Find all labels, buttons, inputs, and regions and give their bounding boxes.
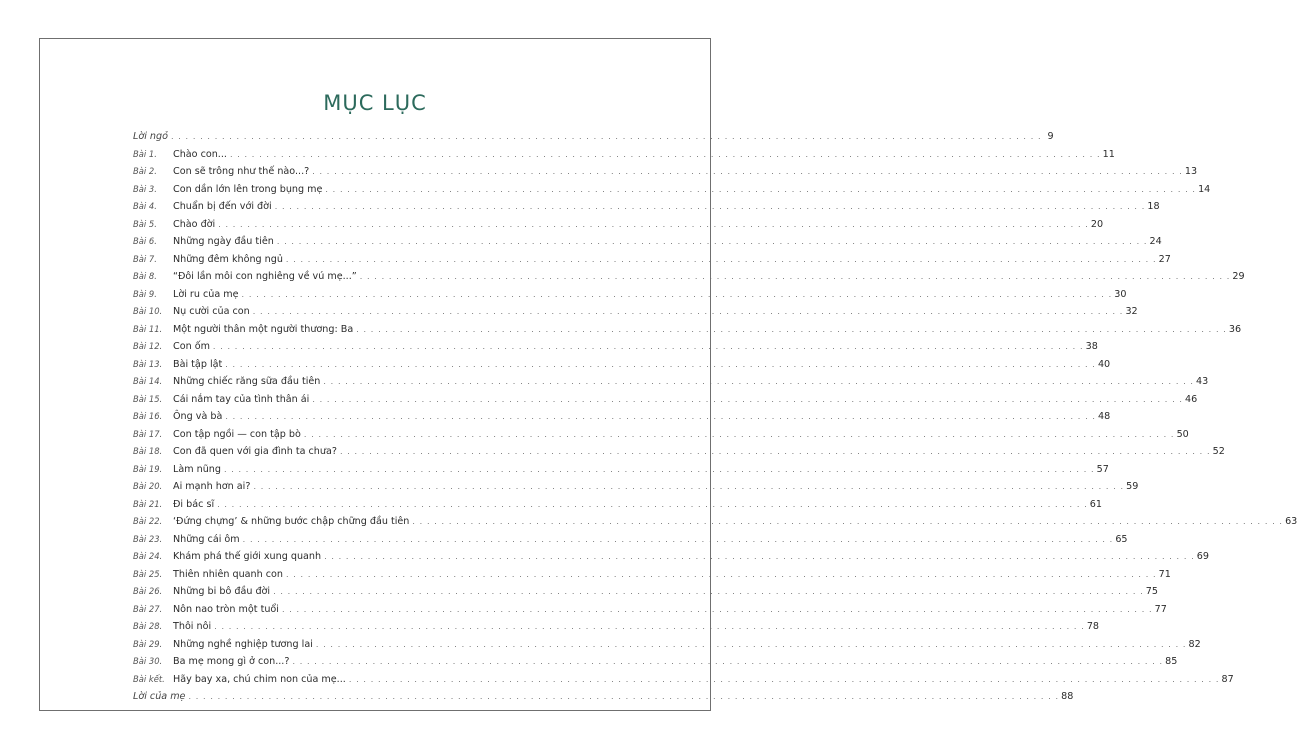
- dot-leader: . . . . . . . . . . . . . . . . . . . . . . . . . . . . . . . . . . . . . . . . . . . . . . . . . . . . . . . . . . . . . . . . . . . . . . . . . . . . . . . . . . . . . . . . . . . . . . . . . . . . . . . . . . . . . . . . . . . . . . . .: [214, 622, 1085, 631]
- page-number: 82: [1188, 638, 1201, 650]
- entry-title: Đi bác sĩ: [173, 498, 215, 510]
- dot-leader: . . . . . . . . . . . . . . . . . . . . . . . . . . . . . . . . . . . . . . . . . . . . . . . . . . . . . . . . . . . . . . . . . . . . . . . . . . . . . . . . . . . . . . . . . . . . . . . . . . . . . . . . . . . . . . . . . . . . . . . .: [188, 692, 1060, 701]
- page-number: 78: [1086, 621, 1100, 632]
- dot-leader: . . . . . . . . . . . . . . . . . . . . . . . . . . . . . . . . . . . . . . . . . . . . . . . . . . . . . . . . . . . . . . . . . . . . . . . . . . . . . . . . . . . . . . . . . . . . . . . . . . . . . . . . . . . . . . . . . . . . . . . .: [315, 639, 1187, 649]
- lesson-number: Bài 20.: [133, 481, 163, 491]
- dot-leader: . . . . . . . . . . . . . . . . . . . . . . . . . . . . . . . . . . . . . . . . . . . . . . . . . . . . . . . . . . . . . . . . . . . . . . . . . . . . . . . . . . . . . . . . . . . . . . . . . . . . . . . . . . . . . . . . . . . . . . . .: [218, 219, 1089, 229]
- toc-entry: [133, 251, 1171, 269]
- toc-entry: [133, 496, 1102, 514]
- dot-leader: . . . . . . . . . . . . . . . . . . . . . . . . . . . . . . . . . . . . . . . . . . . . . . . . . . . . . . . . . . . . . . . . . . . . . . . . . . . . . . . . . . . . . . . . . . . . . . . . . . . . . . . . . . . . . . . . . . . . . . . .: [303, 429, 1175, 439]
- lesson-number: Bài 9.: [133, 288, 157, 299]
- lesson-number: Bài 4.: [133, 201, 157, 211]
- entry-title: Những đêm không ngủ: [173, 253, 283, 265]
- lesson-number: Bài 17.: [133, 428, 163, 439]
- toc-entry: [133, 321, 1242, 339]
- entry-title: Ai mạnh hơn ai?: [173, 481, 251, 492]
- dot-leader: . . . . . . . . . . . . . . . . . . . . . . . . . . . . . . . . . . . . . . . . . . . . . . . . . . . . . . . . . . . . . . . . . . . . . . . . . . . . . . . . . . . . . . . . . . . . . . . . . . . . . . . . . . . . . . . . . . . . . . . .: [348, 674, 1220, 684]
- dot-leader: . . . . . . . . . . . . . . . . . . . . . . . . . . . . . . . . . . . . . . . . . . . . . . . . . . . . . . . . . . . . . . . . . . . . . . . . . . . . . . . . . . . . . . . . . . . . . . . . . . . . . . . . . . . . . . . . . . . . . . . .: [356, 324, 1227, 334]
- entry-title: Con ốm: [173, 341, 210, 352]
- toc-entry: [133, 478, 1139, 496]
- dot-leader: . . . . . . . . . . . . . . . . . . . . . . . . . . . . . . . . . . . . . . . . . . . . . . . . . . . . . . . . . . . . . . . . . . . . . . . . . . . . . . . . . . . . . . . . . . . . . . . . . . . . . . . . . . . . . . . . . . . . . . . .: [212, 342, 1084, 351]
- page-number: 48: [1098, 411, 1111, 422]
- toc-entry: [133, 461, 1109, 479]
- page-number: 65: [1115, 533, 1128, 545]
- lesson-number: Bài 30.: [133, 656, 163, 666]
- entry-title: Hãy bay xa, chú chim non của mẹ...: [173, 673, 346, 685]
- dot-leader: . . . . . . . . . . . . . . . . . . . . . . . . . . . . . . . . . . . . . . . . . . . . . . . . . . . . . . . . . . . . . . . . . . . . . . . . . . . . . . . . . . . . . . . . . . . . . . . . . . . . . . . . . . . . . . . . . . . . . . . .: [242, 534, 1114, 544]
- dot-leader: . . . . . . . . . . . . . . . . . . . . . . . . . . . . . . . . . . . . . . . . . . . . . . . . . . . . . . . . . . . . . . . . . . . . . . . . . . . . . . . . . . . . . . . . . . . . . . . . . . . . . . . . . . . . . . . . . . . . . . . .: [281, 604, 1153, 614]
- toc-entry: [133, 181, 1211, 199]
- entry-title: Con tập ngồi — con tập bò: [173, 428, 301, 440]
- page-number: 61: [1089, 498, 1102, 510]
- lesson-number: Bài 18.: [133, 446, 163, 456]
- entry-title: Bài tập lật: [173, 358, 223, 370]
- entry-title: Nụ cười của con: [173, 306, 250, 317]
- lesson-number: Bài 2.: [133, 166, 157, 176]
- toc-entry: [133, 163, 1198, 181]
- dot-leader: . . . . . . . . . . . . . . . . . . . . . . . . . . . . . . . . . . . . . . . . . . . . . . . . . . . . . . . . . . . . . . . . . . . . . . . . . . . . . . . . . . . . . . . . . . . . . . . . . . . . . . . . . . . . . . . . . . . . . . . .: [325, 184, 1197, 194]
- toc-entry: [133, 391, 1198, 409]
- toc-title: MỤC LỤC: [323, 91, 427, 115]
- entry-title: Lời ngỏ: [133, 131, 168, 142]
- lesson-number: Bài 26.: [133, 586, 163, 596]
- table-of-contents: [133, 128, 1297, 706]
- page-number: 38: [1085, 341, 1098, 352]
- entry-title: Nôn nao tròn một tuổi: [173, 603, 279, 615]
- dot-leader: . . . . . . . . . . . . . . . . . . . . . . . . . . . . . . . . . . . . . . . . . . . . . . . . . . . . . . . . . . . . . . . . . . . . . . . . . . . . . . . . . . . . . . . . . . . . . . . . . . . . . . . . . . . . . . . . . . . . . . . .: [292, 657, 1164, 666]
- entry-title: Những nghề nghiệp tương lai: [173, 638, 313, 650]
- page-number: 69: [1196, 551, 1209, 562]
- toc-entry: [133, 566, 1171, 584]
- lesson-number: Bài 5.: [133, 218, 157, 229]
- lesson-number: Bài 19.: [133, 463, 163, 474]
- entry-title: Chuẩn bị đến với đời: [173, 201, 272, 212]
- entry-title: Khám phá thế giới xung quanh: [173, 551, 322, 562]
- page-number: 85: [1165, 656, 1178, 667]
- dot-leader: . . . . . . . . . . . . . . . . . . . . . . . . . . . . . . . . . . . . . . . . . . . . . . . . . . . . . . . . . . . . . . . . . . . . . . . . . . . . . . . . . . . . . . . . . . . . . . . . . . . . . . . . . . . . . . . . . . . . . . . .: [412, 517, 1284, 526]
- toc-entry: [133, 618, 1100, 636]
- toc-entry: [133, 338, 1098, 356]
- page-number: 29: [1232, 271, 1245, 282]
- page-number: 20: [1090, 218, 1104, 230]
- toc-entry: [133, 268, 1245, 286]
- dot-leader: . . . . . . . . . . . . . . . . . . . . . . . . . . . . . . . . . . . . . . . . . . . . . . . . . . . . . . . . . . . . . . . . . . . . . . . . . . . . . . . . . . . . . . . . . . . . . . . . . . . . . . . . . . . . . . . . . . . . . . . .: [273, 587, 1144, 596]
- toc-entry: [133, 198, 1160, 216]
- entry-title: Ba mẹ mong gì ở con...?: [173, 656, 290, 667]
- page-number: 63: [1285, 516, 1297, 527]
- page-number: 18: [1147, 201, 1160, 212]
- lesson-number: Bài 8.: [133, 271, 157, 281]
- dot-leader: . . . . . . . . . . . . . . . . . . . . . . . . . . . . . . . . . . . . . . . . . . . . . . . . . . . . . . . . . . . . . . . . . . . . . . . . . . . . . . . . . . . . . . . . . . . . . . . . . . . . . . . . . . . . . . . . . . . . . . . .: [225, 359, 1096, 369]
- toc-entry: [133, 548, 1209, 566]
- entry-title: Làm nũng: [173, 463, 221, 475]
- toc-entry: [133, 128, 1054, 146]
- toc-entry: [133, 671, 1234, 689]
- lesson-number: Bài 24.: [133, 551, 163, 561]
- page-number: 11: [1102, 148, 1115, 160]
- lesson-number: Bài 21.: [133, 498, 163, 509]
- dot-leader: . . . . . . . . . . . . . . . . . . . . . . . . . . . . . . . . . . . . . . . . . . . . . . . . . . . . . . . . . . . . . . . . . . . . . . . . . . . . . . . . . . . . . . . . . . . . . . . . . . . . . . . . . . . . . . . . . . . . . . . .: [252, 307, 1124, 316]
- page-number: 77: [1154, 603, 1167, 615]
- toc-entry: [133, 408, 1111, 426]
- dot-leader: . . . . . . . . . . . . . . . . . . . . . . . . . . . . . . . . . . . . . . . . . . . . . . . . . . . . . . . . . . . . . . . . . . . . . . . . . . . . . . . . . . . . . . . . . . . . . . . . . . . . . . . . . . . . . . . . . . . . . . . .: [285, 569, 1157, 579]
- page-number: 9: [1047, 131, 1054, 142]
- entry-title: Một người thân một người thương: Ba: [173, 323, 354, 335]
- toc-entry: [133, 216, 1104, 234]
- entry-title: Chào con...: [173, 148, 227, 160]
- dot-leader: . . . . . . . . . . . . . . . . . . . . . . . . . . . . . . . . . . . . . . . . . . . . . . . . . . . . . . . . . . . . . . . . . . . . . . . . . . . . . . . . . . . . . . . . . . . . . . . . . . . . . . . . . . . . . . . . . . . . . . . .: [323, 377, 1195, 386]
- page-number: 88: [1061, 691, 1074, 702]
- page-number: 75: [1145, 586, 1158, 597]
- lesson-number: Bài 11.: [133, 323, 163, 334]
- dot-leader: . . . . . . . . . . . . . . . . . . . . . . . . . . . . . . . . . . . . . . . . . . . . . . . . . . . . . . . . . . . . . . . . . . . . . . . . . . . . . . . . . . . . . . . . . . . . . . . . . . . . . . . . . . . . . . . . . . . . . . . .: [312, 394, 1184, 404]
- page-number: 14: [1198, 183, 1211, 195]
- lesson-number: Bài 1.: [133, 148, 157, 159]
- dot-leader: . . . . . . . . . . . . . . . . . . . . . . . . . . . . . . . . . . . . . . . . . . . . . . . . . . . . . . . . . . . . . . . . . . . . . . . . . . . . . . . . . . . . . . . . . . . . . . . . . . . . . . . . . . . . . . . . . . . . . . . .: [217, 499, 1088, 509]
- toc-entry: [133, 373, 1209, 391]
- toc-entry: [133, 601, 1167, 619]
- page-number: 30: [1114, 288, 1127, 300]
- entry-title: Con sẽ trông như thế nào...?: [173, 166, 310, 177]
- entry-title: Chào đời: [173, 218, 216, 230]
- page-number: 43: [1196, 376, 1209, 387]
- entry-title: Lời của mẹ: [133, 691, 186, 702]
- entry-title: Ông và bà: [173, 411, 223, 422]
- page-number: 40: [1097, 358, 1111, 370]
- toc-entry: [133, 688, 1074, 706]
- entry-title: Những bi bô đầu đời: [173, 586, 271, 597]
- page-number: 57: [1096, 463, 1109, 475]
- page-number: 13: [1184, 166, 1198, 177]
- lesson-number: Bài 25.: [133, 568, 163, 579]
- toc-entry: [133, 653, 1178, 671]
- page-number: 87: [1221, 673, 1234, 685]
- page-number: 46: [1185, 393, 1198, 405]
- entry-title: “Đôi lần môi con nghiêng về vú mẹ...”: [173, 271, 357, 282]
- lesson-number: Bài 3.: [133, 183, 157, 194]
- entry-title: ‘Đứng chựng’ & những bước chập chững đầu tiên: [173, 516, 410, 527]
- lesson-number: Bài kết.: [133, 673, 165, 684]
- toc-entry: [133, 356, 1111, 374]
- toc-entry: [133, 426, 1189, 444]
- lesson-number: Bài 14.: [133, 376, 163, 386]
- dot-leader: . . . . . . . . . . . . . . . . . . . . . . . . . . . . . . . . . . . . . . . . . . . . . . . . . . . . . . . . . . . . . . . . . . . . . . . . . . . . . . . . . . . . . . . . . . . . . . . . . . . . . . . . . . . . . . . . . . . . . . . .: [312, 167, 1183, 176]
- lesson-number: Bài 6.: [133, 236, 157, 246]
- page-number: 59: [1126, 481, 1139, 492]
- lesson-number: Bài 15.: [133, 393, 163, 404]
- entry-title: Những cái ôm: [173, 533, 240, 545]
- lesson-number: Bài 7.: [133, 253, 157, 264]
- dot-leader: . . . . . . . . . . . . . . . . . . . . . . . . . . . . . . . . . . . . . . . . . . . . . . . . . . . . . . . . . . . . . . . . . . . . . . . . . . . . . . . . . . . . . . . . . . . . . . . . . . . . . . . . . . . . . . . . . . . . . . . .: [170, 132, 1042, 141]
- entry-title: Cái nắm tay của tình thân ái: [173, 393, 310, 405]
- toc-entry: [133, 233, 1162, 251]
- page-number: 71: [1158, 568, 1171, 580]
- dot-leader: . . . . . . . . . . . . . . . . . . . . . . . . . . . . . . . . . . . . . . . . . . . . . . . . . . . . . . . . . . . . . . . . . . . . . . . . . . . . . . . . . . . . . . . . . . . . . . . . . . . . . . . . . . . . . . . . . . . . . . . .: [225, 412, 1097, 421]
- dot-leader: . . . . . . . . . . . . . . . . . . . . . . . . . . . . . . . . . . . . . . . . . . . . . . . . . . . . . . . . . . . . . . . . . . . . . . . . . . . . . . . . . . . . . . . . . . . . . . . . . . . . . . . . . . . . . . . . . . . . . . . .: [241, 289, 1113, 299]
- entry-title: Con đã quen với gia đình ta chưa?: [173, 446, 337, 457]
- dot-leader: . . . . . . . . . . . . . . . . . . . . . . . . . . . . . . . . . . . . . . . . . . . . . . . . . . . . . . . . . . . . . . . . . . . . . . . . . . . . . . . . . . . . . . . . . . . . . . . . . . . . . . . . . . . . . . . . . . . . . . . .: [223, 464, 1095, 474]
- page-number: 36: [1228, 323, 1242, 335]
- lesson-number: Bài 10.: [133, 306, 163, 316]
- toc-entry: [133, 443, 1225, 461]
- page-number: 52: [1212, 446, 1225, 457]
- entry-title: Con dần lớn lên trong bụng mẹ: [173, 183, 323, 195]
- dot-leader: . . . . . . . . . . . . . . . . . . . . . . . . . . . . . . . . . . . . . . . . . . . . . . . . . . . . . . . . . . . . . . . . . . . . . . . . . . . . . . . . . . . . . . . . . . . . . . . . . . . . . . . . . . . . . . . . . . . . . . . .: [285, 254, 1157, 264]
- toc-entry: [133, 303, 1138, 321]
- lesson-number: Bài 12.: [133, 341, 163, 351]
- lesson-number: Bài 28.: [133, 621, 163, 631]
- toc-entry: [133, 583, 1158, 601]
- page-number: 27: [1158, 253, 1171, 265]
- toc-entry: [133, 513, 1297, 531]
- dot-leader: . . . . . . . . . . . . . . . . . . . . . . . . . . . . . . . . . . . . . . . . . . . . . . . . . . . . . . . . . . . . . . . . . . . . . . . . . . . . . . . . . . . . . . . . . . . . . . . . . . . . . . . . . . . . . . . . . . . . . . . .: [276, 237, 1148, 246]
- dot-leader: . . . . . . . . . . . . . . . . . . . . . . . . . . . . . . . . . . . . . . . . . . . . . . . . . . . . . . . . . . . . . . . . . . . . . . . . . . . . . . . . . . . . . . . . . . . . . . . . . . . . . . . . . . . . . . . . . . . . . . . .: [229, 149, 1101, 159]
- dot-leader: . . . . . . . . . . . . . . . . . . . . . . . . . . . . . . . . . . . . . . . . . . . . . . . . . . . . . . . . . . . . . . . . . . . . . . . . . . . . . . . . . . . . . . . . . . . . . . . . . . . . . . . . . . . . . . . . . . . . . . . .: [359, 272, 1231, 281]
- lesson-number: Bài 13.: [133, 358, 163, 369]
- lesson-number: Bài 27.: [133, 603, 163, 614]
- dot-leader: . . . . . . . . . . . . . . . . . . . . . . . . . . . . . . . . . . . . . . . . . . . . . . . . . . . . . . . . . . . . . . . . . . . . . . . . . . . . . . . . . . . . . . . . . . . . . . . . . . . . . . . . . . . . . . . . . . . . . . . .: [339, 447, 1211, 456]
- page-number: 50: [1176, 428, 1189, 440]
- toc-entry: [133, 531, 1128, 549]
- lesson-number: Bài 29.: [133, 638, 163, 649]
- toc-entry: [133, 146, 1115, 164]
- toc-entry: [133, 286, 1127, 304]
- page-number: 32: [1125, 306, 1138, 317]
- lesson-number: Bài 23.: [133, 533, 163, 544]
- entry-title: Những ngày đầu tiên: [173, 236, 274, 247]
- entry-title: Những chiếc răng sữa đầu tiên: [173, 376, 321, 387]
- lesson-number: Bài 22.: [133, 516, 163, 526]
- entry-title: Lời ru của mẹ: [173, 288, 239, 300]
- entry-title: Thiên nhiên quanh con: [173, 568, 283, 580]
- entry-title: Thôi nôi: [173, 621, 212, 632]
- lesson-number: Bài 16.: [133, 411, 163, 421]
- dot-leader: . . . . . . . . . . . . . . . . . . . . . . . . . . . . . . . . . . . . . . . . . . . . . . . . . . . . . . . . . . . . . . . . . . . . . . . . . . . . . . . . . . . . . . . . . . . . . . . . . . . . . . . . . . . . . . . . . . . . . . . .: [324, 552, 1195, 561]
- toc-entry: [133, 636, 1201, 654]
- dot-leader: . . . . . . . . . . . . . . . . . . . . . . . . . . . . . . . . . . . . . . . . . . . . . . . . . . . . . . . . . . . . . . . . . . . . . . . . . . . . . . . . . . . . . . . . . . . . . . . . . . . . . . . . . . . . . . . . . . . . . . . .: [253, 482, 1125, 491]
- dot-leader: . . . . . . . . . . . . . . . . . . . . . . . . . . . . . . . . . . . . . . . . . . . . . . . . . . . . . . . . . . . . . . . . . . . . . . . . . . . . . . . . . . . . . . . . . . . . . . . . . . . . . . . . . . . . . . . . . . . . . . . .: [274, 202, 1146, 211]
- page-number: 24: [1149, 236, 1162, 247]
